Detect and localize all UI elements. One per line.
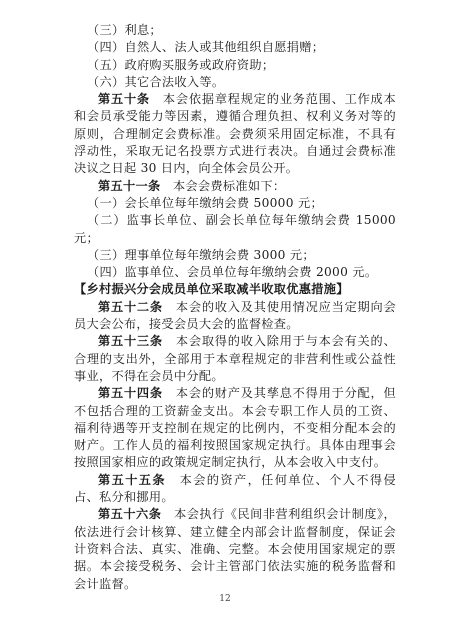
article-51 (74, 178, 396, 195)
income-item-5: （五）政府购买服务或政府资助； (87, 57, 275, 72)
article-52-title: 第五十二条 (98, 299, 163, 314)
income-item-3: （三）利息； (87, 23, 162, 37)
article-56 (74, 506, 396, 592)
page-number: 12 (219, 594, 231, 604)
article-53-title: 第五十三条 (98, 334, 163, 349)
income-item-6: （六）其它合法收入等。 (87, 74, 225, 89)
article-53-text: 本会取得的收入除用于与本会有关的、合理的支出外，全部用于本章程规定的非营利性或公益性事业，不得在会员中分配。 (74, 334, 396, 383)
article-55-title: 第五十五条 (98, 472, 166, 487)
article-52 (74, 299, 396, 334)
article-54 (74, 385, 396, 471)
fee-item-4: （四）监事单位、会员单位每年缴纳会费 2000 元。 (87, 265, 378, 280)
document-body (74, 22, 396, 593)
article-55-text: 本会的资产，任何单位、个人不得侵占、私分和挪用。 (74, 472, 397, 505)
article-50-title: 第五十条 (98, 92, 150, 107)
fee-item-2: （二）监事长单位、副会长单位每年缴纳会费 15000 元； (74, 213, 396, 245)
discount-note: 【乡村振兴分会成员单位采取减半收取优惠措施】 (74, 282, 349, 297)
article-56-title: 第五十六条 (98, 507, 162, 522)
article-56-text: 本会执行《民间非营利组织会计制度》，依法进行会计核算、建立健全内部会计监督制度，保证会计资料合法、真实、准确、完整。本会使用国家规定的票据。本会接受税务、会计主管部门依法实施的税务监督和会计监督。 (74, 507, 396, 591)
article-54-title: 第五十四条 (98, 386, 163, 401)
article-50 (74, 91, 396, 177)
article-54-text: 本会的财产及其孳息不得用于分配，但不包括合理的工资薪金支出。本会专职工作人员的工资、福利待遇等开支控制在规定的比例内，不变相分配本会的财产。工作人员的福利按照国家规定执行。具体由理事会按照国家相应的政策规定制定执行，从本会收入中支付。 (74, 386, 396, 470)
fee-item-3: （三）理事单位每年缴纳会费 3000 元； (87, 247, 315, 262)
article-53 (74, 333, 396, 385)
article-51-text: 本会会费标准如下： (172, 178, 286, 193)
article-52-text: 本会的收入及其使用情况应当定期向会员大会公布，接受会员大会的监督检查。 (74, 299, 396, 332)
article-55 (74, 472, 396, 507)
fee-item-1: （一）会长单位每年缴纳会费 50000 元； (87, 195, 323, 210)
article-50-text: 本会依据章程规定的业务范围、工作成本和会员承受能力等因素，遵循合理负担、权利义务对等的原则，合理制定会费标准。会费须采用固定标准，不具有浮动性，采取无记名投票方式进行表决。自通过会费标准决议之日起 30 日内，向全体会员公开。 (74, 92, 396, 176)
income-item-4: （四）自然人、法人或其他组织自愿捐赠； (87, 40, 325, 55)
article-51-title: 第五十一条 (98, 178, 161, 193)
